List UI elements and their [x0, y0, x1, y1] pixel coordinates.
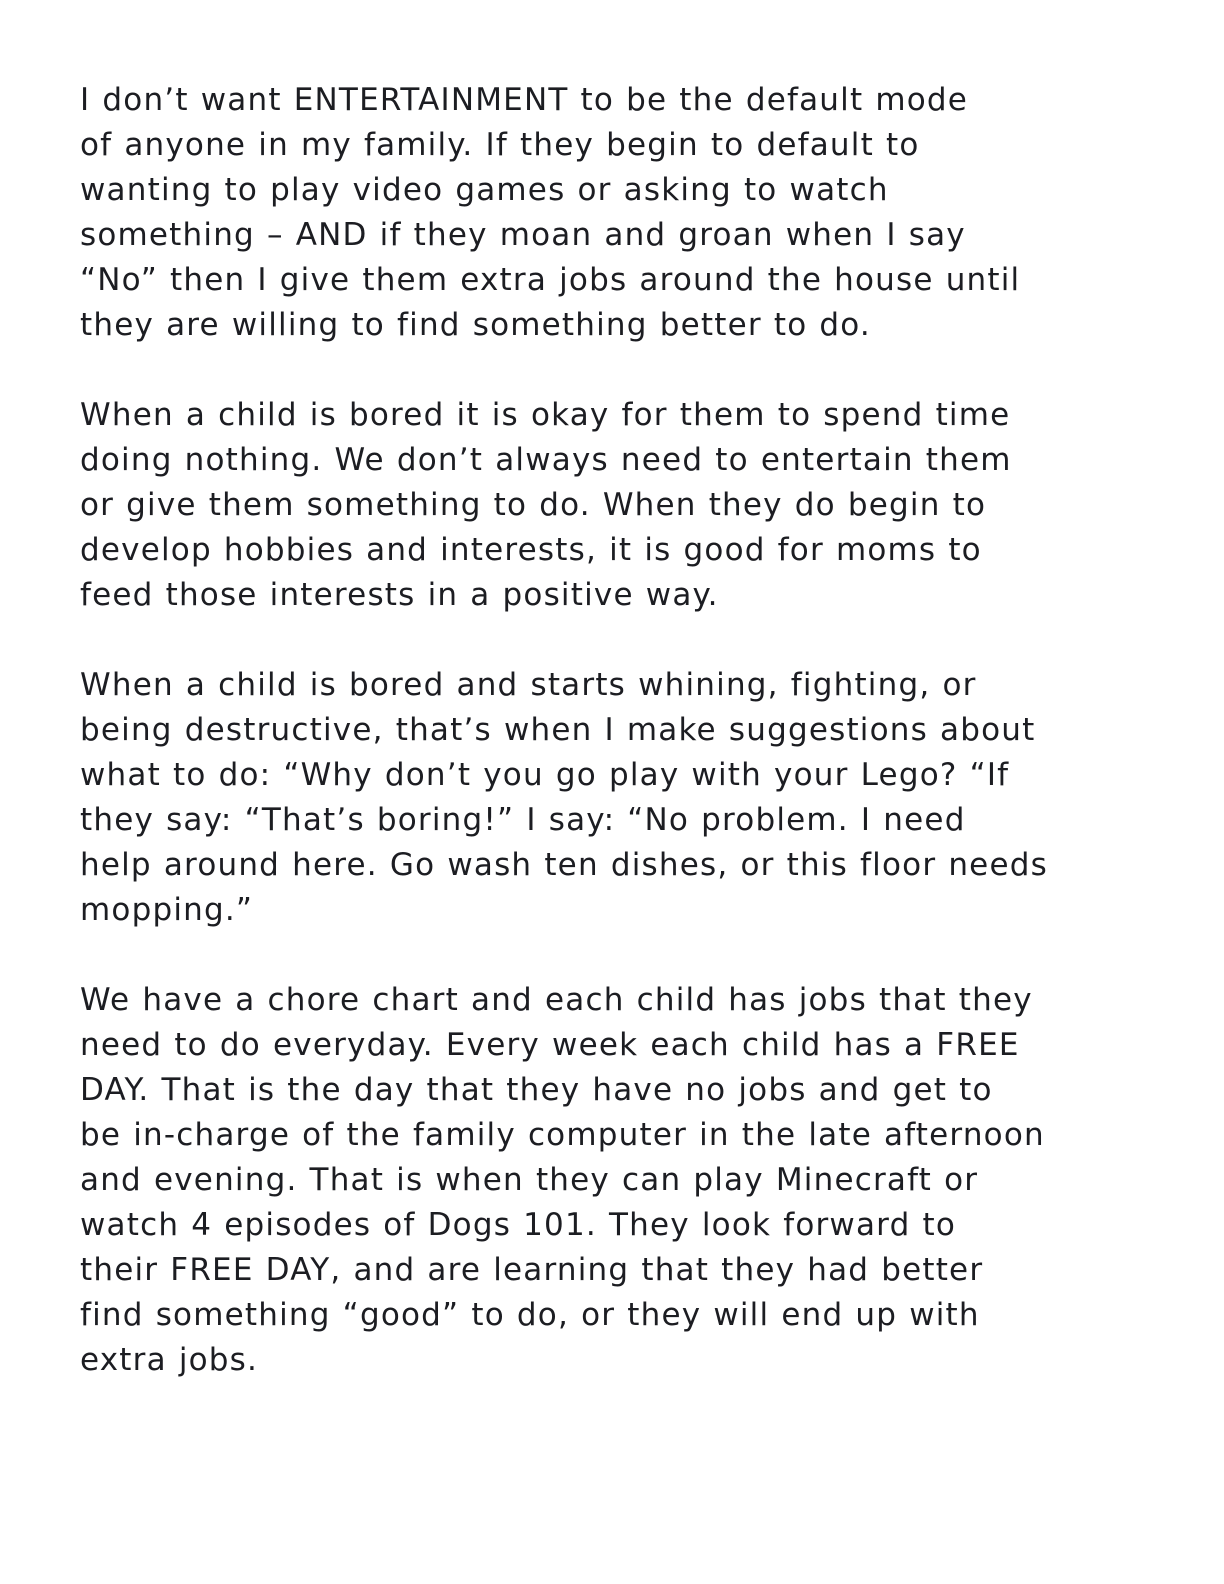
text-line: help around here. Go wash ten dishes, or this floor needs — [80, 847, 1048, 883]
text-line: wanting to play video games or asking to watch — [80, 172, 889, 208]
paragraph-boredom — [80, 393, 1160, 618]
paragraph-entertainment — [80, 78, 1160, 348]
text-line: “No” then I give them extra jobs around the house until — [80, 262, 1021, 298]
text-line: develop hobbies and interests, it is good for moms to — [80, 532, 982, 568]
text-line: what to do: “Why don’t you go play with your Lego? “If — [80, 757, 1010, 793]
text-line: they say: “That’s boring!” I say: “No problem. I need — [80, 802, 966, 838]
paragraph-suggestions — [80, 663, 1160, 933]
text-line: mopping.” — [80, 892, 254, 928]
text-line: DAY. That is the day that they have no jobs and get to — [80, 1072, 993, 1108]
text-line: need to do everyday. Every week each child has a FREE — [80, 1027, 1020, 1063]
text-line: doing nothing. We don’t always need to entertain them — [80, 442, 1012, 478]
text-line: I don’t want ENTERTAINMENT to be the default mode — [80, 82, 969, 118]
text-line: be in-charge of the family computer in the late afternoon — [80, 1117, 1045, 1153]
text-line: extra jobs. — [80, 1342, 259, 1378]
text-line: feed those interests in a positive way. — [80, 577, 719, 613]
text-line: watch 4 episodes of Dogs 101. They look forward to — [80, 1207, 957, 1243]
text-line: find something “good” to do, or they will end up with — [80, 1297, 980, 1333]
paragraph-chore-chart — [80, 978, 1160, 1383]
text-line: being destructive, that’s when I make suggestions about — [80, 712, 1036, 748]
text-line: and evening. That is when they can play Minecraft or — [80, 1162, 979, 1198]
text-line: they are willing to find something better to do. — [80, 307, 871, 343]
text-line: or give them something to do. When they do begin to — [80, 487, 987, 523]
text-line: When a child is bored it is okay for them to spend time — [80, 397, 1011, 433]
text-line: We have a chore chart and each child has jobs that they — [80, 982, 1033, 1018]
text-line: their FREE DAY, and are learning that they had better — [80, 1252, 984, 1288]
text-line: When a child is bored and starts whining, fighting, or — [80, 667, 977, 703]
text-line: of anyone in my family. If they begin to default to — [80, 127, 920, 163]
text-line: something – AND if they moan and groan when I say — [80, 217, 966, 253]
document-page — [80, 78, 1160, 1428]
